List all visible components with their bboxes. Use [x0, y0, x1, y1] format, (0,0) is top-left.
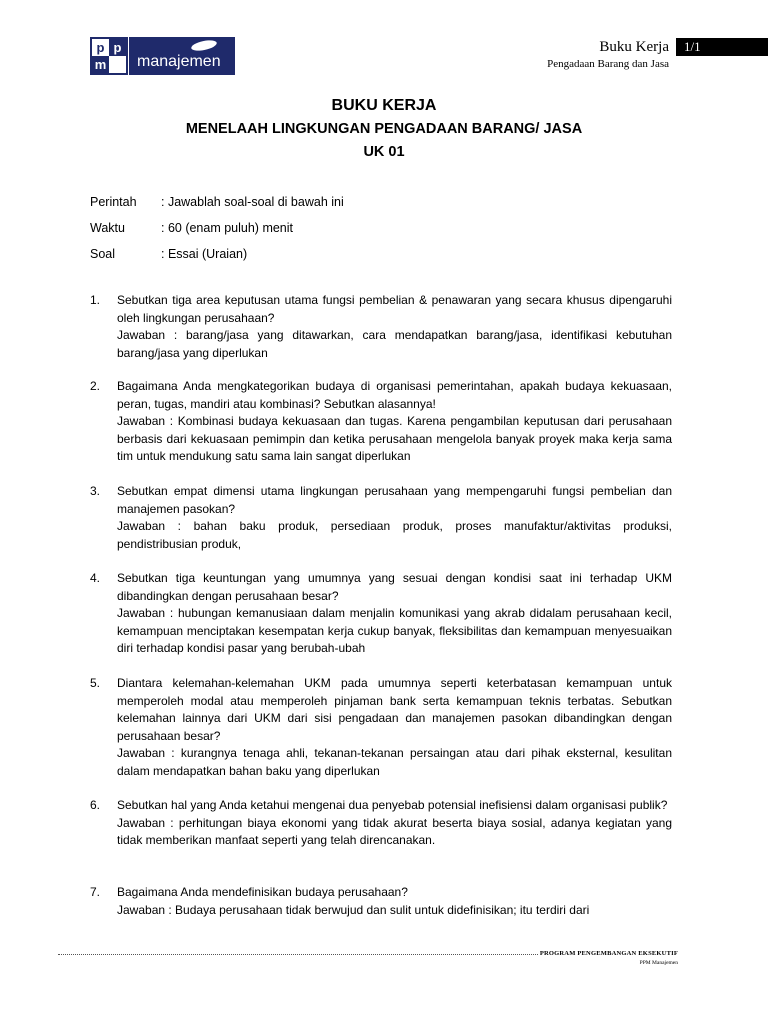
question-item [90, 483, 672, 553]
meta-key: Perintah [90, 195, 137, 209]
ppm-logo [90, 37, 235, 75]
meta-value: : Jawablah soal-soal di bawah ini [161, 195, 344, 209]
question-item [90, 675, 672, 780]
logo-word: manajemen [137, 53, 221, 70]
question-text: Sebutkan empat dimensi utama lingkungan perusahaan yang mempengaruhi fungsi pembelian dan manajemen pasokan? [117, 484, 672, 516]
footer-org: PPM Manajemen [639, 960, 678, 966]
question-text: Sebutkan tiga area keputusan utama fungsi pembelian & penawaran yang secara khusus dipengaruhi oleh lingkungan perusahaan? [117, 293, 672, 325]
header-doc-title: Buku Kerja [599, 39, 669, 55]
logo-blank [109, 56, 126, 73]
logo-letter: m [92, 56, 109, 73]
question-text: Sebutkan hal yang Anda ketahui mengenai dua penyebab potensial inefisiensi dalam organisasi publik? [117, 798, 668, 812]
question-number: 2. [90, 379, 101, 393]
footer-program: PROGRAM PENGEMBANGAN EKSEKUTIF [539, 950, 678, 957]
meta-value: : Essai (Uraian) [161, 247, 248, 261]
question-number: 5. [90, 676, 101, 690]
page-title: BUKU KERJA [331, 97, 437, 114]
question-item [90, 570, 672, 658]
question-number: 1. [90, 293, 101, 307]
header-page-label: 1/1 [676, 38, 768, 56]
ppm-logo-mark [90, 37, 128, 75]
meta-row-waktu [90, 221, 293, 235]
question-item [90, 884, 672, 919]
unit-code: UK 01 [363, 144, 405, 160]
answer-text: Jawaban : barang/jasa yang ditawarkan, cara mendapatkan barang/jasa, identifikasi kebutuhan barang/jasa yang diperlukan [117, 328, 672, 360]
question-item [90, 292, 672, 362]
question-text: Bagaimana Anda mengkategorikan budaya di organisasi pemerintahan, apakah budaya kekuasaan, peran, tugas, mandiri atau kombinasi? Sebutkan alasannya! [117, 379, 672, 411]
page-subtitle: MENELAAH LINGKUNGAN PENGADAAN BARANG/ JASA [185, 121, 583, 137]
question-text: Sebutkan tiga keuntungan yang umumnya yang sesuai dengan kondisi saat ini terhadap UKM dibandingkan dengan perusahaan besar? [117, 571, 672, 603]
answer-text: Jawaban : kurangnya tenaga ahli, tekanan-tekanan persaingan atau dari pihak eksternal, kesulitan dalam mendapatkan bahan baku yang diperlukan [117, 746, 672, 778]
question-number: 3. [90, 484, 101, 498]
question-item [90, 378, 672, 466]
question-item [90, 797, 672, 850]
answer-text: Jawaban : Budaya perusahaan tidak berwujud dan sulit untuk didefinisikan; itu terdiri dari [117, 902, 590, 917]
logo-letter: p [109, 39, 126, 56]
question-text: Bagaimana Anda mendefinisikan budaya perusahaan? [117, 885, 408, 899]
meta-value: : 60 (enam puluh) menit [161, 221, 294, 235]
logo-swoosh-icon [190, 38, 217, 52]
logo-letter: p [96, 40, 105, 55]
question-number: 7. [90, 885, 101, 899]
meta-key: Waktu [90, 221, 125, 235]
answer-text: Jawaban : Kombinasi budaya kekuasaan dan tugas. Karena pengambilan keputusan dari perusahaan berbasis dari kekuasaan pemimpin dan ketika perusahaan mengelola banyak proyek maka kerja sama tim untuk mendukung satu sama lain sangat diperlukan [117, 414, 672, 463]
answer-text: Jawaban : hubungan kemanusiaan dalam menjalin komunikasi yang akrab didalam perusahaan kecil, kemampuan menciptakan kesempatan kerja cukup banyak, fleksibilitas dan kemampuan menyesuaikan diri terhadap kondisi pasar yang berubah-ubah [117, 606, 672, 655]
header-doc-subtitle: Pengadaan Barang dan Jasa [547, 58, 669, 70]
question-number: 6. [90, 798, 101, 812]
logo-wordmark [129, 37, 235, 75]
answer-text: Jawaban : bahan baku produk, persediaan produk, proses manufaktur/aktivitas produksi, pendistribusian produk, [117, 519, 672, 551]
meta-row-soal [90, 247, 247, 261]
meta-row-perintah [90, 195, 344, 209]
question-number: 4. [90, 571, 101, 585]
meta-key: Soal [90, 247, 116, 261]
question-text: Diantara kelemahan-kelemahan UKM pada umumnya seperti keterbatasan kemampuan untuk memperoleh modal atau memperoleh pinjaman bank serta kemampuan teknis terbatas. Sebutkan kelemahan lainnya dari UKM dari sisi pengadaan dan manajemen pasokan dibandingkan dengan perusahaan besar? [117, 676, 672, 743]
answer-text: Jawaban : perhitungan biaya ekonomi yang tidak akurat beserta biaya sosial, adanya kegiatan yang tidak memberikan manfaat seperti yang telah direncanakan. [117, 815, 672, 847]
